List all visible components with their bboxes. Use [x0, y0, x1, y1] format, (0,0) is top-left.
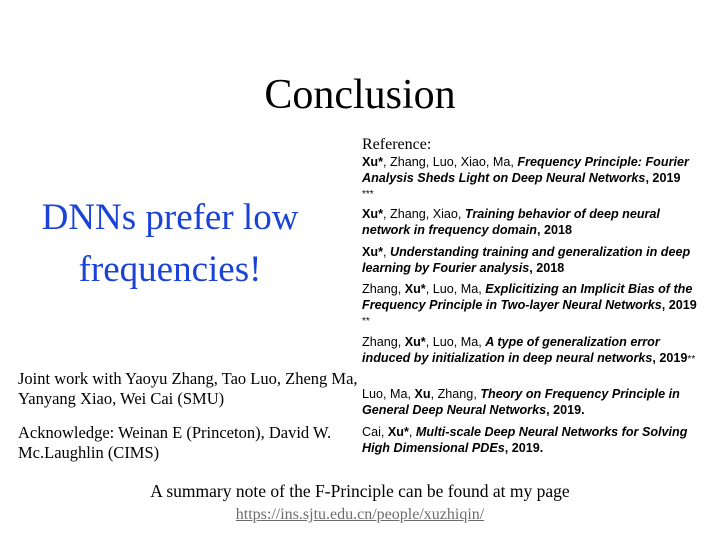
ref-note: **	[362, 316, 370, 327]
main-claim-line-2: frequencies!	[78, 249, 262, 290]
ref-title: A type of generalization error induced by initialization in deep neural networks	[362, 335, 660, 365]
reference-item	[362, 335, 707, 367]
homepage-link[interactable]: https://ins.sjtu.edu.cn/people/xuzhiqin/	[235, 506, 485, 523]
ref-author-bold: Xu*	[404, 282, 426, 296]
ref-title: Frequency Principle: Fourier Analysis Sheds Light on Deep Neural Networks	[362, 155, 689, 185]
ref-title: Explicitizing an Implicit Bias of the Frequency Principle in Two-layer Neural Networks	[362, 282, 693, 312]
reference-item	[362, 387, 707, 418]
ref-title: Understanding training and generalization in deep learning by Fourier analysis	[362, 245, 691, 275]
reference-item	[362, 207, 707, 238]
reference-item	[362, 155, 707, 203]
ref-author-bold: Xu*	[404, 335, 426, 349]
reference-heading: Reference:	[362, 136, 432, 153]
ref-author-bold: Xu*	[387, 425, 409, 439]
joint-work-note: Joint work with Yaoyu Zhang, Tao Luo, Zheng Ma, Yanyang Xiao, Wei Cai (SMU)	[18, 369, 358, 408]
ref-authors-pre: Cai,	[362, 425, 388, 439]
ref-title: Training behavior of deep neural network in frequency domain	[362, 207, 660, 237]
reference-item	[362, 245, 707, 276]
main-claim-line-1: DNNs prefer low	[41, 197, 299, 238]
ref-author-bold: Xu	[414, 387, 431, 401]
ref-authors-post: , Zhang, Luo, Xiao, Ma,	[383, 155, 518, 169]
ref-author-bold: Xu*	[362, 207, 383, 221]
ref-venue: , 2019.	[546, 402, 585, 417]
summary-note: A summary note of the F-Principle can be found at my page	[150, 481, 570, 501]
reference-item	[362, 425, 707, 456]
ref-title: Theory on Frequency Principle in General Deep Neural Networks	[362, 387, 680, 417]
main-claim	[0, 192, 340, 296]
ref-authors-post: ,	[408, 425, 416, 439]
acknowledgement-note: Acknowledge: Weinan E (Princeton), David W. Mc.Laughlin (CIMS)	[18, 423, 332, 462]
slide-title: Conclusion	[264, 72, 456, 118]
reference-item	[362, 282, 707, 330]
ref-authors-pre: Luo, Ma,	[362, 387, 415, 401]
ref-authors-post: ,	[383, 245, 390, 259]
ref-authors-pre: Zhang,	[362, 282, 405, 296]
ref-venue: , 2018	[529, 260, 565, 275]
ref-venue: , 2019	[645, 170, 681, 185]
ref-venue: , 2019.	[504, 440, 544, 455]
ref-title: Multi-scale Deep Neural Networks for Solving High Dimensional PDEs	[362, 425, 688, 455]
ref-note: ***	[362, 189, 374, 200]
ref-venue: , 2018	[536, 222, 572, 237]
ref-author-bold: Xu*	[362, 245, 383, 259]
ref-authors-post: , Zhang,	[430, 387, 481, 401]
ref-authors-post: , Luo, Ma,	[425, 335, 486, 349]
ref-venue: , 2019	[661, 297, 697, 312]
ref-author-bold: Xu*	[362, 155, 383, 169]
ref-note: **	[687, 353, 696, 365]
ref-authors-post: , Luo, Ma,	[425, 282, 486, 296]
ref-authors-post: , Zhang, Xiao,	[383, 207, 465, 221]
ref-authors-pre: Zhang,	[362, 335, 405, 349]
ref-venue: , 2019	[652, 350, 688, 365]
